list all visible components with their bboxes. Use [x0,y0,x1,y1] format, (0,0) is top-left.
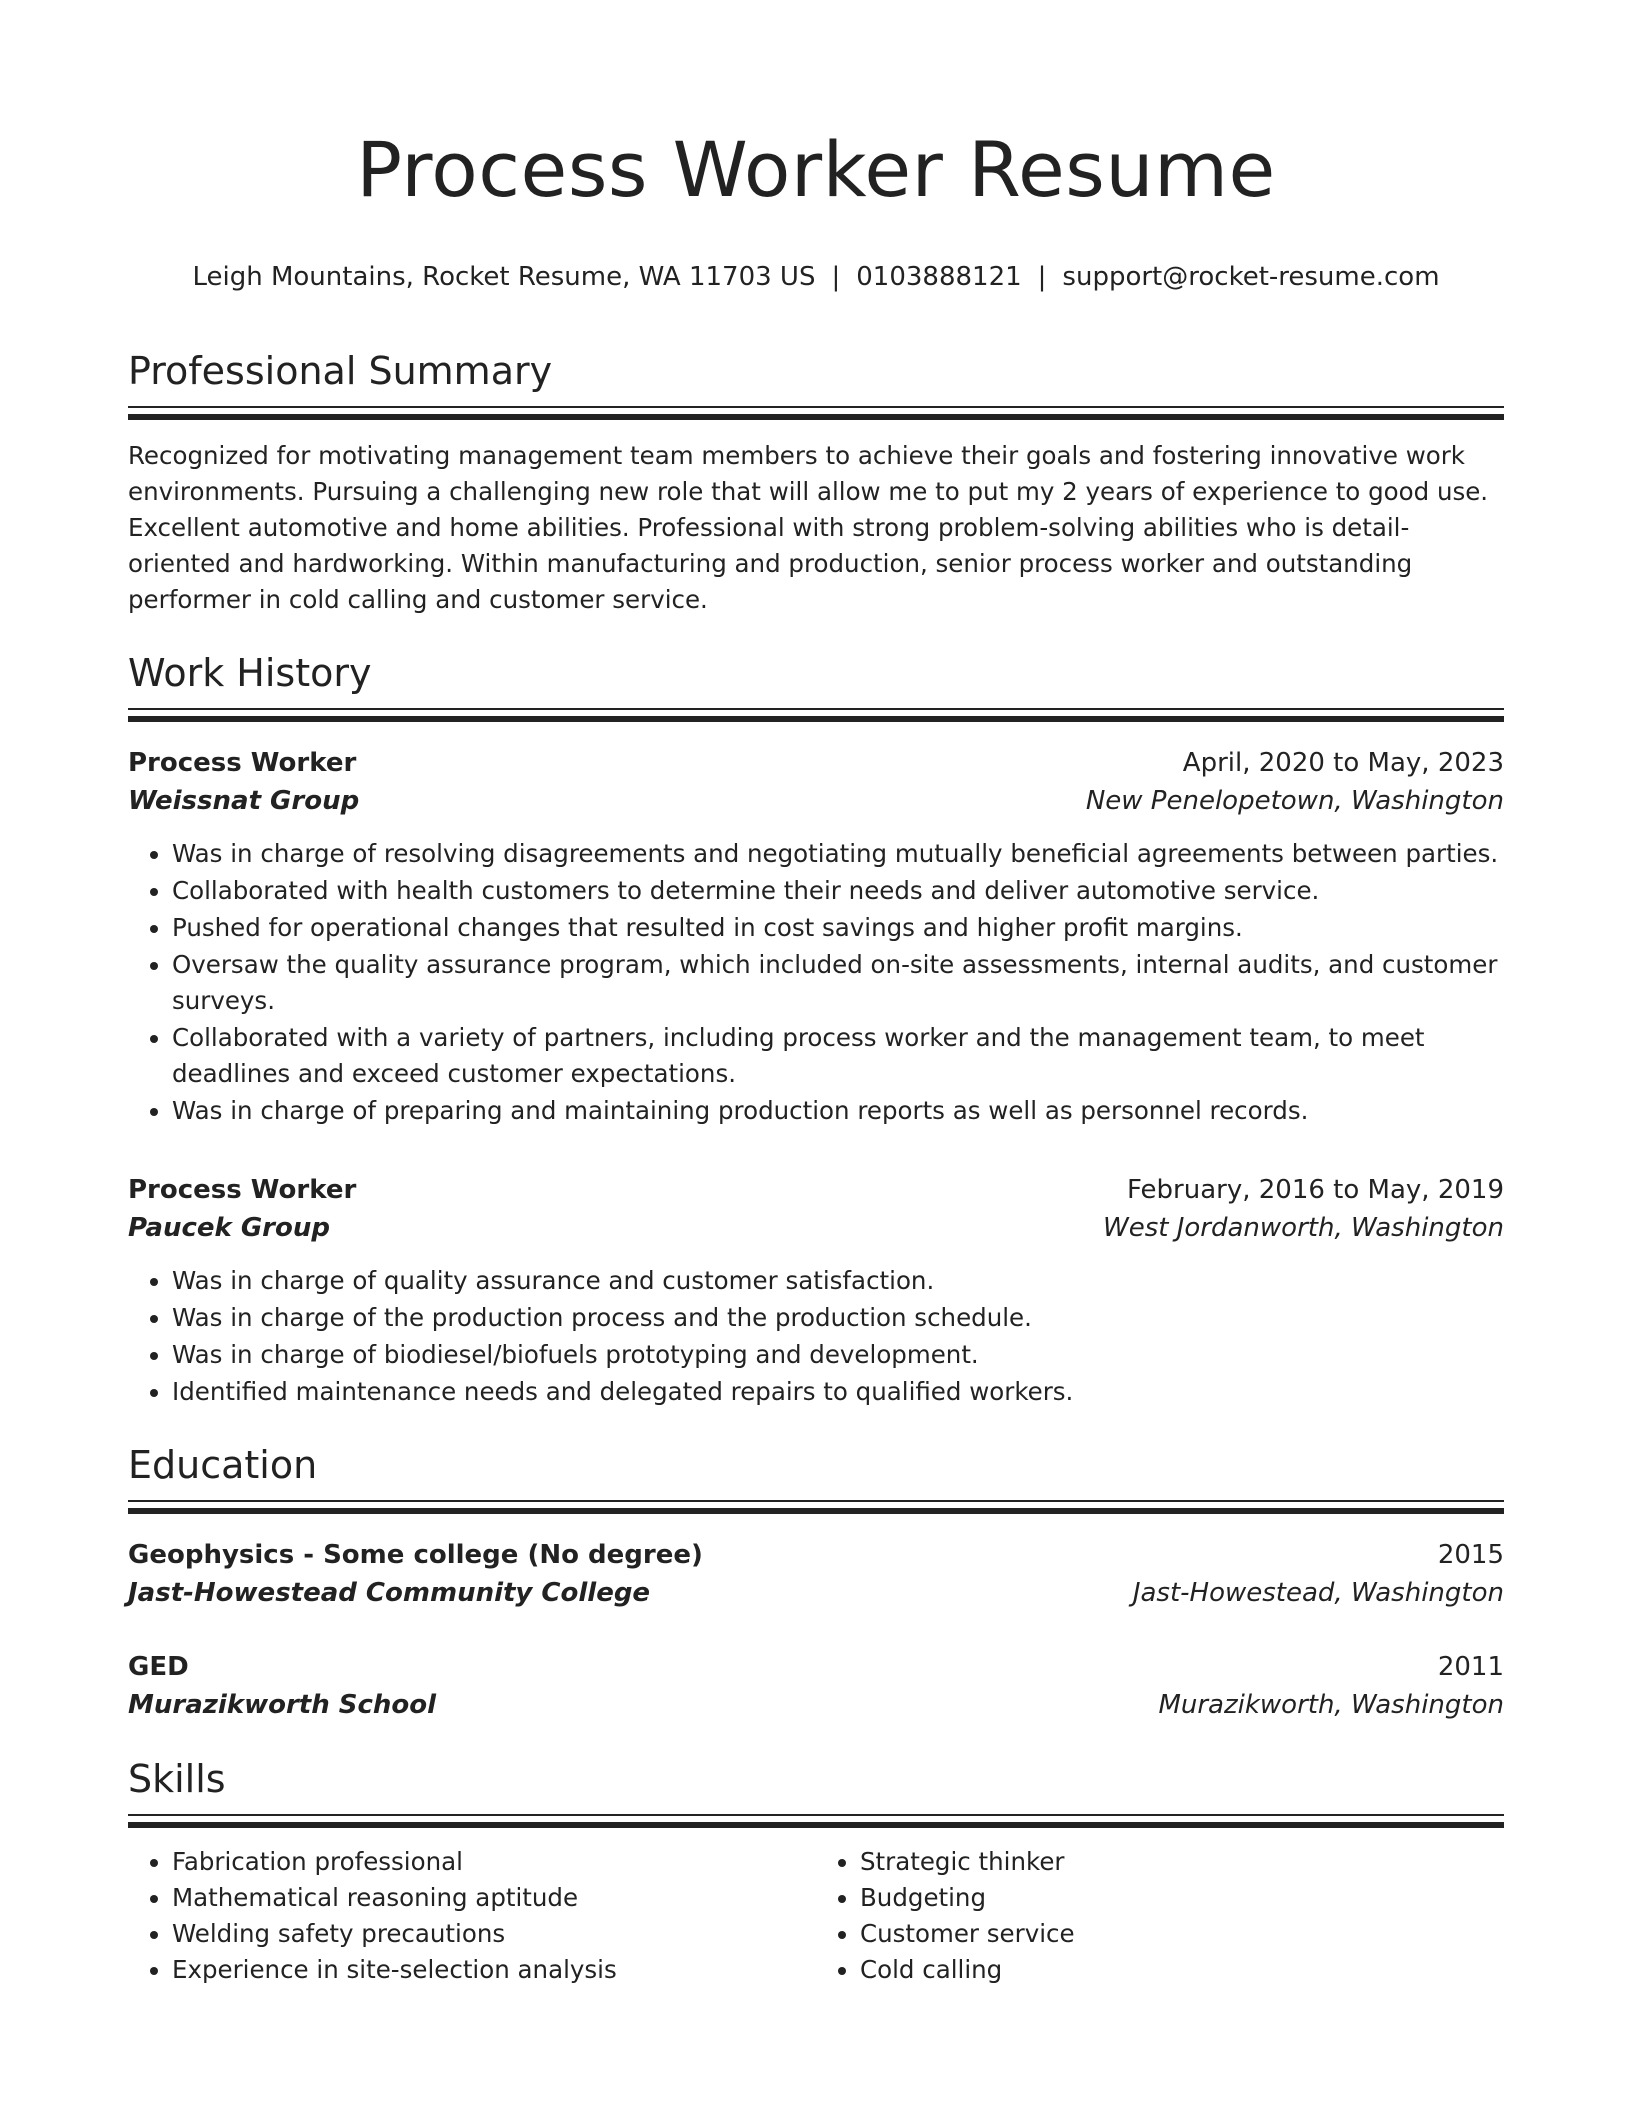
job-entry [128,744,1504,1129]
contact-line [128,260,1504,294]
job-subheader [128,1209,1504,1247]
list-item: • Welding safety precautions [172,1916,816,1952]
education-degree: GED [128,1652,189,1682]
job-company: Weissnat Group [128,786,360,816]
summary-section [128,346,1504,618]
education-header [128,1536,1504,1574]
education-section [128,1440,1504,1724]
job-bullets [128,1263,1504,1410]
contact-address: Leigh Mountains, Rocket Resume, WA 11703 US [192,262,816,292]
list-item: • Customer service [860,1916,1504,1952]
job-location: New Penelopetown, Washington [1085,786,1504,816]
job-subheader [128,782,1504,820]
skills-section [128,1754,1504,1988]
list-item: • Pushed for operational changes that resulted in cost savings and higher profit margins. [172,910,1504,946]
resume-title: Process Worker Resume [356,125,1276,214]
job-title: Process Worker [128,748,357,778]
job-dates: February, 2016 to May, 2019 [1127,1175,1504,1205]
education-location: Jast-Howestead, Washington [1132,1578,1504,1608]
list-item: • Fabrication professional [172,1844,816,1880]
education-heading: Education [128,1443,318,1487]
list-item: • Experience in site-selection analysis [172,1952,816,1988]
job-location: West Jordanworth, Washington [1103,1213,1504,1243]
list-item: • Was in charge of biodiesel/biofuels prototyping and development. [172,1337,1504,1373]
list-item: • Strategic thinker [860,1844,1504,1880]
work-history-heading: Work History [128,651,372,695]
contact-separator: | [831,262,841,292]
education-year: 2015 [1437,1540,1504,1570]
list-item: • Collaborated with a variety of partners, including process worker and the management team, to meet deadlines and exceed customer expectations. [172,1020,1504,1092]
job-title: Process Worker [128,1175,357,1205]
list-item: • Was in charge of preparing and maintaining production reports as well as personnel records. [172,1093,1504,1129]
summary-heading: Professional Summary [128,349,553,393]
job-bullets [128,836,1504,1129]
education-entry [128,1536,1504,1612]
section-rule [128,1814,1504,1816]
section-rule-thick [128,1508,1504,1514]
list-item: • Mathematical reasoning aptitude [172,1880,816,1916]
section-rule [128,406,1504,408]
list-item: • Cold calling [860,1952,1504,1988]
job-entry [128,1171,1504,1410]
work-history-section [128,648,1504,1410]
education-header [128,1648,1504,1686]
contact-separator: | [1037,262,1047,292]
skills-list-left [128,1844,816,1988]
education-degree: Geophysics - Some college (No degree) [128,1540,703,1570]
section-rule-thick [128,414,1504,420]
list-item: • Was in charge of quality assurance and customer satisfaction. [172,1263,1504,1299]
education-subheader [128,1574,1504,1612]
section-rule-thick [128,716,1504,722]
list-item: • Budgeting [860,1880,1504,1916]
summary-text: Recognized for motivating management team members to achieve their goals and fostering innovative work environments. Pursuing a challenging new role that will allow me to put my 2 years of experience to good use. Excellent automotive and home abilities. Professional with strong problem-solving abilities who is detail-oriented and hardworking. Within manufacturing and production, senior process worker and outstanding performer in cold calling and customer service. [128,441,1489,614]
education-subheader [128,1686,1504,1724]
education-entry [128,1648,1504,1724]
job-company: Paucek Group [128,1213,330,1243]
job-header [128,744,1504,782]
skills-columns [128,1844,1504,1988]
section-rule [128,1500,1504,1502]
list-item: • Was in charge of resolving disagreements and negotiating mutually beneficial agreements between parties. [172,836,1504,872]
job-dates: April, 2020 to May, 2023 [1182,748,1504,778]
list-item: • Identified maintenance needs and delegated repairs to qualified workers. [172,1374,1504,1410]
section-rule-thick [128,1822,1504,1828]
education-school: Jast-Howestead Community College [128,1578,651,1608]
list-item: • Collaborated with health customers to determine their needs and deliver automotive service. [172,873,1504,909]
contact-email[interactable]: support@rocket-resume.com [1062,262,1440,292]
job-header [128,1171,1504,1209]
education-location: Murazikworth, Washington [1158,1690,1504,1720]
section-rule [128,708,1504,710]
skills-list-right [816,1844,1504,1988]
skills-heading: Skills [128,1757,226,1801]
list-item: • Was in charge of the production process and the production schedule. [172,1300,1504,1336]
education-school: Murazikworth School [128,1690,437,1720]
contact-phone: 0103888121 [856,262,1022,292]
education-year: 2011 [1437,1652,1504,1682]
list-item: • Oversaw the quality assurance program, which included on-site assessments, internal audits, and customer surveys. [172,947,1504,1019]
